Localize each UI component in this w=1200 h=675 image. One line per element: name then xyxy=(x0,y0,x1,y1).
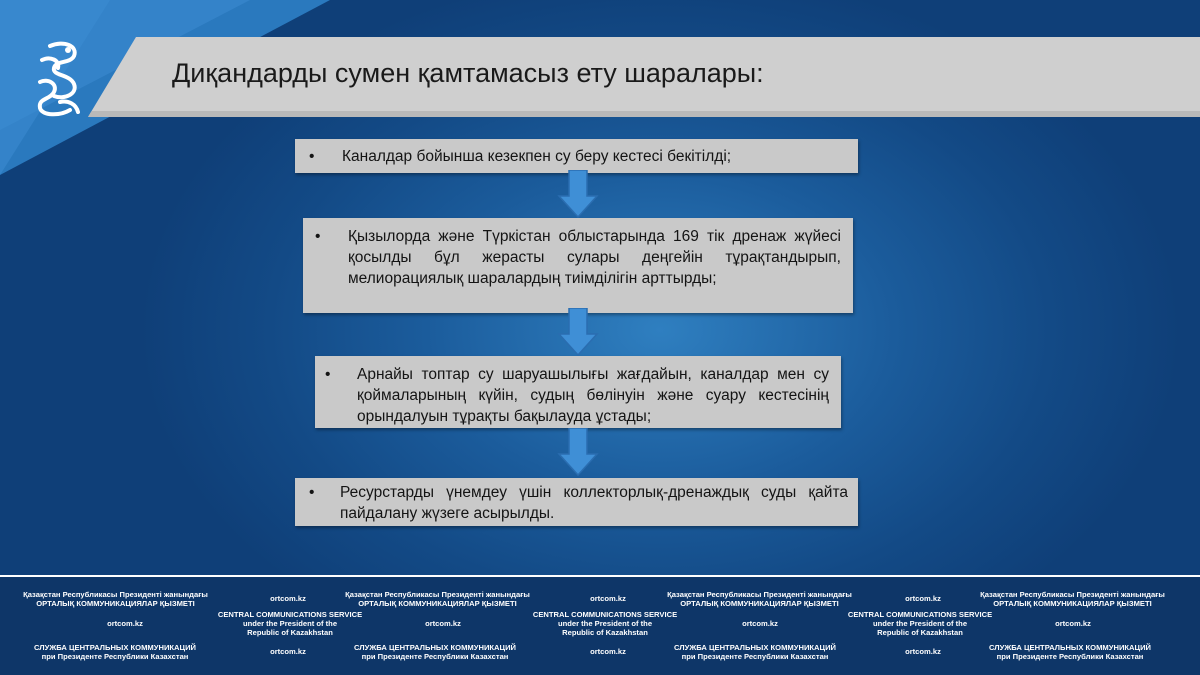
footer-en-text: CENTRAL COMMUNICATIONS SERVICE under the President of the Republic of Kazakhstan xyxy=(532,610,678,637)
step-text-1: Каналдар бойынша кезекпен су беру кестесі бекітілді; xyxy=(342,148,732,165)
footer-site: ortcom.kz xyxy=(590,647,626,656)
footer-site: ortcom.kz xyxy=(425,619,461,628)
footer-ru-text: СЛУЖБА ЦЕНТРАЛЬНЫХ КОММУНИКАЦИЙ при Президенте Республики Казахстан xyxy=(988,643,1151,661)
bullet: • xyxy=(309,484,315,501)
footer-ru-text: СЛУЖБА ЦЕНТРАЛЬНЫХ КОММУНИКАЦИЙ при Президенте Республики Казахстан xyxy=(353,643,516,661)
footer-site: ortcom.kz xyxy=(905,647,941,656)
footer-site: ortcom.kz xyxy=(590,594,626,603)
footer-site: ortcom.kz xyxy=(270,647,306,656)
footer-en-text: CENTRAL COMMUNICATIONS SERVICE under the President of the Republic of Kazakhstan xyxy=(217,610,363,637)
bullet: • xyxy=(309,148,315,165)
footer-ru-text: СЛУЖБА ЦЕНТРАЛЬНЫХ КОММУНИКАЦИЙ при Президенте Республики Казахстан xyxy=(33,643,196,661)
step-text-3: Арнайы топтар су шаруашылығы жағдайын, каналдар мен су қоймаларының күйін, судың бөлінуін және суару кестесінің орындалуын тұрақты бақылауда ұстады; xyxy=(357,366,829,425)
footer-site: ortcom.kz xyxy=(742,619,778,628)
step-box-1 xyxy=(295,139,858,173)
bullet: • xyxy=(315,228,321,245)
bullet: • xyxy=(325,366,331,383)
down-arrow-icon xyxy=(557,428,599,476)
step-box-4 xyxy=(295,478,858,526)
step-text-4: Ресурстарды үнемдеу үшін коллекторлық-дренаждық суды қайта пайдалану жүзеге асырылды. xyxy=(340,484,848,522)
footer-watermark xyxy=(0,577,1200,675)
emblem-logo-icon xyxy=(30,38,86,120)
footer-site: ortcom.kz xyxy=(270,594,306,603)
footer-ru-text: СЛУЖБА ЦЕНТРАЛЬНЫХ КОММУНИКАЦИЙ при Президенте Республики Казахстан xyxy=(673,643,836,661)
footer-kz-text: Қазақстан Республикасы Президенті жанындағы ОРТАЛЫҚ КОММУНИКАЦИЯЛАР ҚЫЗМЕТІ xyxy=(667,590,852,608)
step-text-2: Қызылорда және Түркістан облыстарында 169 тік дренаж жүйесі қосылды бұл жерасты сулары деңгейін тұрақтандырып, мелиорациялық шаралардың тиімділігін арттырды; xyxy=(348,228,841,287)
step-box-2 xyxy=(303,218,853,313)
footer-site: ortcom.kz xyxy=(1055,619,1091,628)
footer-kz-text: Қазақстан Республикасы Президенті жанындағы ОРТАЛЫҚ КОММУНИКАЦИЯЛАР ҚЫЗМЕТІ xyxy=(23,590,208,608)
footer-site: ortcom.kz xyxy=(905,594,941,603)
footer-kz-text: Қазақстан Республикасы Президенті жанындағы ОРТАЛЫҚ КОММУНИКАЦИЯЛАР ҚЫЗМЕТІ xyxy=(980,590,1165,608)
step-box-3 xyxy=(315,356,841,428)
footer-kz-text: Қазақстан Республикасы Президенті жанындағы ОРТАЛЫҚ КОММУНИКАЦИЯЛАР ҚЫЗМЕТІ xyxy=(345,590,530,608)
page-title: Диқандарды сумен қамтамасыз ету шаралары: xyxy=(172,58,764,88)
down-arrow-icon xyxy=(557,170,599,218)
footer-site: ortcom.kz xyxy=(107,619,143,628)
footer-en-text: CENTRAL COMMUNICATIONS SERVICE under the President of the Republic of Kazakhstan xyxy=(847,610,993,637)
down-arrow-icon xyxy=(557,308,599,356)
